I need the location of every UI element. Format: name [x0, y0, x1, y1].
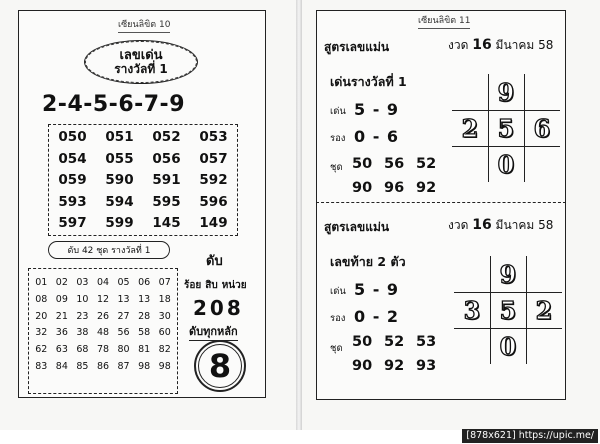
dab-number-cell: 32 [35, 327, 48, 339]
section-2-number-grid [454, 256, 562, 364]
dab-number-cell: 83 [35, 360, 48, 372]
dab-number-cell: 06 [138, 277, 151, 288]
section-2-date-day: 16 [472, 217, 492, 233]
section-1-den-label: เด่น [330, 106, 346, 117]
dab-number-cell: 20 [35, 310, 48, 322]
number-cell: 590 [105, 172, 134, 188]
dab-number-cell: 13 [138, 293, 151, 305]
number-cell: 145 [152, 215, 181, 231]
section-2-chud-row-2 [352, 358, 448, 374]
chud-number: 52 [384, 334, 405, 350]
dab-42-pill: ดับ 42 ชุด รางวัลที่ 1 [48, 241, 170, 259]
section-2-date-rest: มีนาคม 58 [495, 218, 554, 232]
section-1-chud-row-1 [352, 156, 448, 172]
grid-top-digit: 9 [497, 77, 515, 107]
number-set-grid [49, 128, 237, 234]
book-gutter [296, 0, 302, 430]
number-cell: 055 [105, 150, 134, 167]
grid-bottom-digit: 0 [499, 331, 517, 361]
number-cell: 056 [152, 150, 181, 167]
dab-number-cell: 08 [35, 293, 48, 305]
chud-number: 56 [384, 156, 405, 172]
dab-number-cell: 62 [35, 344, 48, 356]
dab-number-cell: 60 [158, 327, 171, 339]
section-2-date [448, 216, 553, 235]
number-cell: 051 [105, 129, 134, 145]
number-cell: 596 [199, 193, 228, 210]
chud-number: 90 [352, 358, 373, 374]
chud-number: 53 [416, 334, 437, 350]
circle-digit [194, 340, 246, 392]
place-label: ร้อย [184, 280, 202, 291]
chud-number: 90 [352, 180, 373, 196]
place-labels [184, 278, 251, 293]
section-2-den-value: 5 - 9 [354, 280, 400, 299]
dab-number-cell: 58 [138, 327, 151, 339]
number-cell: 592 [199, 172, 228, 188]
dab-number: 208 [193, 296, 244, 320]
section-2-date-prefix: งวด [448, 218, 469, 232]
number-cell: 053 [199, 129, 228, 145]
dab-number-cell: 18 [158, 293, 171, 305]
left-page-header: เซียนลิขิต 10 [118, 17, 170, 33]
dab-number-cell: 01 [35, 277, 48, 288]
section-2-title: สูตรเลขแม่น [324, 220, 390, 234]
section-1-chud-row-2 [352, 180, 448, 196]
oval-title: เลขเด่น [119, 47, 163, 63]
number-cell: 050 [58, 129, 87, 145]
number-cell: 149 [199, 215, 228, 231]
chud-number: 92 [384, 358, 405, 374]
dab-number-cell: 21 [55, 310, 68, 322]
dab-number-cell: 05 [117, 277, 130, 288]
dab-number-cell: 10 [76, 293, 89, 305]
dab-number-cell: 98 [158, 360, 171, 372]
dab-number-cell: 98 [138, 360, 151, 372]
dab-number-cell: 82 [158, 344, 171, 356]
dab-number-cell: 13 [117, 293, 130, 305]
dab-number-cell: 26 [96, 310, 110, 322]
section-2-chud-row-1 [352, 334, 448, 350]
main-digits: 2-4-5-6-7-9 [42, 92, 185, 117]
chud-number: 92 [416, 180, 437, 196]
dab-number-cell: 87 [117, 360, 130, 372]
dab-number-cell: 80 [117, 344, 130, 356]
circle-digit-value: 8 [198, 344, 242, 388]
section-1-number-grid [452, 74, 560, 182]
grid-right-digit: 2 [535, 295, 553, 325]
chud-number: 50 [352, 156, 373, 172]
main-number-oval-inner [85, 41, 197, 83]
number-cell: 591 [152, 172, 181, 188]
grid-left-digit: 2 [461, 113, 479, 143]
grid-left-digit: 3 [463, 295, 481, 325]
number-cell: 599 [105, 215, 134, 231]
section-2-rong-value: 0 - 2 [354, 307, 400, 326]
number-cell: 054 [58, 150, 87, 167]
chud-number: 96 [384, 180, 405, 196]
grid-top-digit: 9 [499, 259, 517, 289]
grid-right-digit: 6 [533, 113, 551, 143]
section-1-date-rest: มีนาคม 58 [495, 38, 554, 52]
section-1-chud-label: ชุด [330, 162, 343, 173]
section-1-rong-value: 0 - 6 [354, 127, 400, 146]
dab-numbers-grid [31, 275, 175, 376]
dab-numbers-box [28, 268, 178, 394]
dab-number-cell: 63 [55, 344, 68, 356]
section-1-date [448, 36, 553, 55]
number-cell: 057 [199, 150, 228, 167]
section-2-den-label: เด่น [330, 286, 346, 297]
dab-number-cell: 12 [96, 293, 110, 305]
section-2-rong-label: รอง [330, 313, 346, 324]
number-cell: 595 [152, 193, 181, 210]
number-set-box [48, 124, 238, 236]
dab-number-cell: 48 [96, 327, 110, 339]
dab-number-cell: 56 [117, 327, 130, 339]
dab-number-cell: 04 [96, 277, 110, 288]
number-cell: 059 [58, 172, 87, 188]
dab-number-cell: 78 [96, 344, 110, 356]
section-1-date-prefix: งวด [448, 38, 469, 52]
dab-number-cell: 30 [158, 310, 171, 322]
dab-number-cell: 02 [55, 277, 68, 288]
number-cell: 594 [105, 193, 134, 210]
section-1-den-value: 5 - 9 [354, 100, 400, 119]
dab-number-cell: 07 [158, 277, 171, 288]
oval-subtitle: รางวัลที่ 1 [114, 61, 168, 76]
dab-number-cell: 36 [55, 327, 68, 339]
dab-number-cell: 85 [76, 360, 89, 372]
chud-number: 50 [352, 334, 373, 350]
place-label: หน่วย [221, 280, 247, 291]
dab-title: ดับ [206, 254, 223, 269]
chud-number: 93 [416, 358, 437, 374]
section-2-subtitle: เลขท้าย 2 ตัว [330, 254, 406, 269]
grid-center-digit: 5 [497, 113, 515, 143]
dab-number-cell: 38 [76, 327, 89, 339]
section-2-chud-label: ชุด [330, 343, 343, 354]
dab-number-cell: 84 [55, 360, 68, 372]
dab-number-cell: 27 [117, 310, 130, 322]
dab-number-cell: 86 [96, 360, 110, 372]
section-1-subtitle: เด่นรางวัลที่ 1 [330, 74, 407, 89]
section-divider [316, 202, 566, 203]
main-number-oval [84, 40, 198, 84]
section-1-rong-label: รอง [330, 133, 346, 144]
dab-number-cell: 09 [55, 293, 68, 305]
dab-number-cell: 23 [76, 310, 89, 322]
number-cell: 593 [58, 193, 87, 210]
watermark: [878x621] https://upic.me/ [462, 429, 598, 443]
grid-bottom-digit: 0 [497, 149, 515, 179]
grid-center-digit: 5 [499, 295, 517, 325]
section-1-title: สูตรเลขแม่น [324, 40, 390, 54]
section-1-date-day: 16 [472, 37, 492, 53]
dab-number-cell: 68 [76, 344, 89, 356]
number-cell: 052 [152, 129, 181, 145]
dab-number-cell: 81 [138, 344, 151, 356]
chud-number: 52 [416, 156, 437, 172]
dab-all-label: ดับทุกหลัก [189, 322, 238, 341]
dab-number-cell: 03 [76, 277, 89, 288]
right-page-header: เซียนลิขิต 11 [418, 13, 470, 29]
dab-number-cell: 28 [138, 310, 151, 322]
number-cell: 597 [58, 215, 87, 231]
place-label: สิบ [205, 280, 218, 291]
